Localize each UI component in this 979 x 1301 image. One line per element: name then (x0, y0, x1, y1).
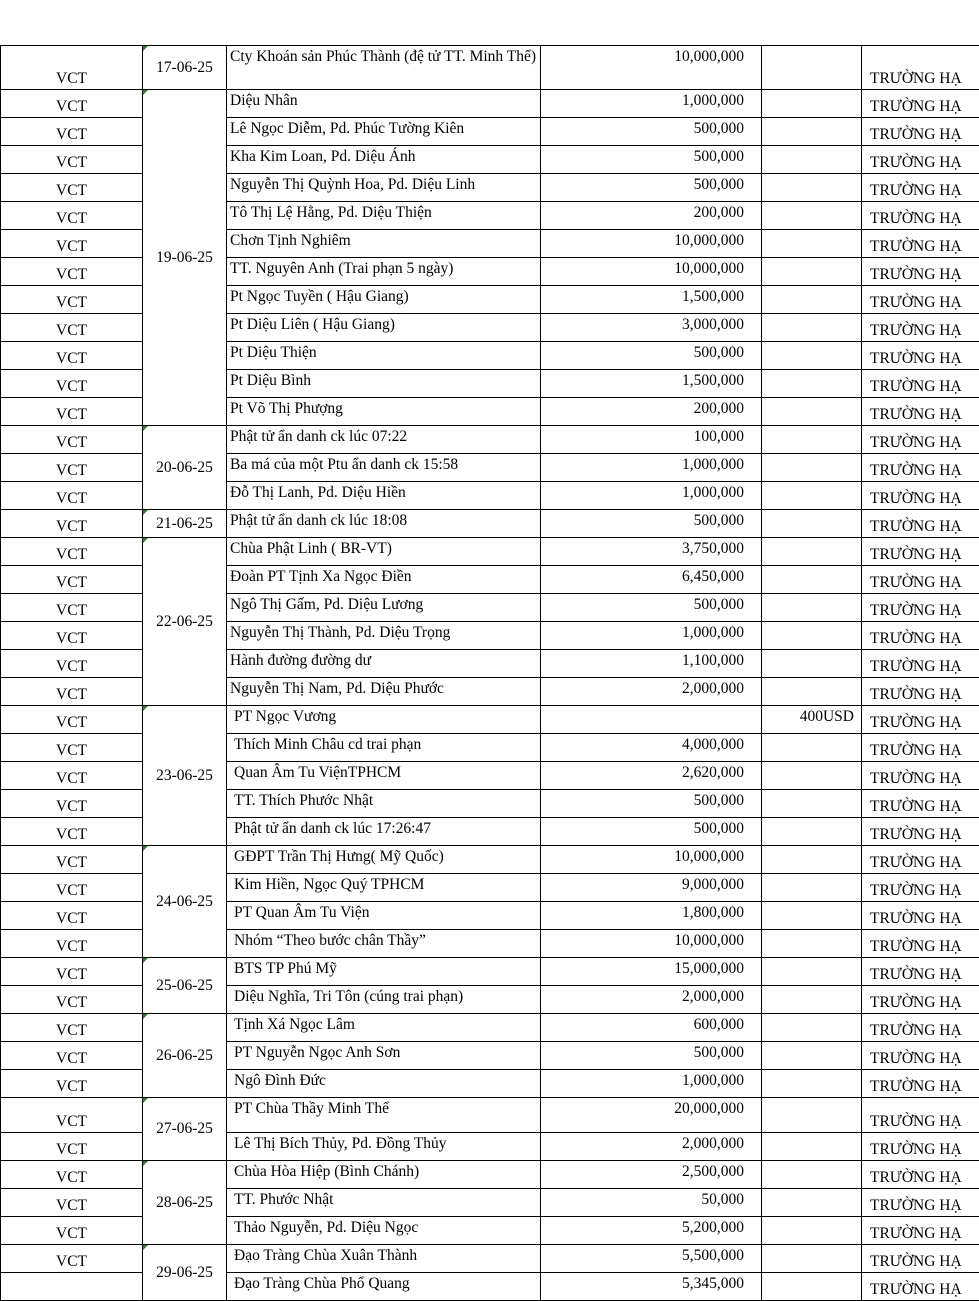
receiver-cell[interactable]: TRƯỜNG HẠ (862, 538, 979, 566)
donor-name-cell[interactable]: Pt Võ Thị Phượng (227, 398, 541, 426)
usd-cell[interactable] (762, 118, 862, 146)
amount-cell[interactable]: 1,800,000 (541, 902, 762, 930)
type-cell[interactable]: VCT (1, 258, 143, 286)
donor-name-cell[interactable]: Chùa Hòa Hiệp (Bình Chánh) (227, 1161, 541, 1189)
receiver-cell[interactable]: TRƯỜNG HẠ (862, 1014, 979, 1042)
usd-cell[interactable]: 400USD (762, 706, 862, 734)
receiver-cell[interactable]: TRƯỜNG HẠ (862, 1245, 979, 1273)
receiver-cell[interactable]: TRƯỜNG HẠ (862, 1070, 979, 1098)
table-row (1, 1014, 979, 1042)
type-cell[interactable]: VCT (1, 118, 143, 146)
table-row (1, 46, 979, 90)
usd-cell[interactable] (762, 314, 862, 342)
date-cell[interactable]: 28-06-25 (143, 1161, 227, 1245)
receiver-cell[interactable]: TRƯỜNG HẠ (862, 622, 979, 650)
amount-cell[interactable]: 10,000,000 (541, 846, 762, 874)
usd-cell[interactable] (762, 958, 862, 986)
amount-cell[interactable]: 15,000,000 (541, 958, 762, 986)
donor-name-cell[interactable]: Quan Âm Tu ViệnTPHCM (227, 762, 541, 790)
date-cell[interactable]: 24-06-25 (143, 846, 227, 958)
receiver-cell[interactable]: TRƯỜNG HẠ (862, 846, 979, 874)
type-cell[interactable]: VCT (1, 846, 143, 874)
type-cell[interactable]: VCT (1, 398, 143, 426)
receiver-cell[interactable]: TRƯỜNG HẠ (862, 202, 979, 230)
receiver-cell[interactable]: TRƯỜNG HẠ (862, 902, 979, 930)
amount-cell[interactable]: 1,100,000 (541, 650, 762, 678)
donor-name-cell[interactable]: Tô Thị Lệ Hằng, Pd. Diệu Thiện (227, 202, 541, 230)
donor-name-cell[interactable]: Thích Minh Châu cd trai phạn (227, 734, 541, 762)
donor-name-cell[interactable]: TT. Thích Phước Nhật (227, 790, 541, 818)
usd-cell[interactable] (762, 482, 862, 510)
amount-cell[interactable]: 2,000,000 (541, 1133, 762, 1161)
usd-cell[interactable] (762, 1189, 862, 1217)
amount-cell[interactable]: 20,000,000 (541, 1098, 762, 1133)
amount-cell[interactable]: 9,000,000 (541, 874, 762, 902)
amount-cell[interactable]: 5,345,000 (541, 1273, 762, 1301)
type-cell[interactable]: VCT (1, 818, 143, 846)
receiver-cell[interactable]: TRƯỜNG HẠ (862, 510, 979, 538)
usd-cell[interactable] (762, 818, 862, 846)
type-cell[interactable]: VCT (1, 314, 143, 342)
donor-name-cell[interactable]: Lê Ngọc Diễm, Pd. Phúc Tường Kiên (227, 118, 541, 146)
type-cell[interactable]: VCT (1, 1245, 143, 1273)
receiver-cell[interactable]: TRƯỜNG HẠ (862, 230, 979, 258)
receiver-cell[interactable]: TRƯỜNG HẠ (862, 118, 979, 146)
donor-name-cell[interactable]: Đỗ Thị Lanh, Pd. Diệu Hiền (227, 482, 541, 510)
usd-cell[interactable] (762, 1273, 862, 1301)
date-cell[interactable]: 23-06-25 (143, 706, 227, 846)
type-cell[interactable]: VCT (1, 538, 143, 566)
amount-cell[interactable]: 500,000 (541, 1042, 762, 1070)
usd-cell[interactable] (762, 454, 862, 482)
amount-cell[interactable]: 100,000 (541, 426, 762, 454)
receiver-cell[interactable]: TRƯỜNG HẠ (862, 426, 979, 454)
receiver-cell[interactable]: TRƯỜNG HẠ (862, 314, 979, 342)
usd-cell[interactable] (762, 426, 862, 454)
amount-cell[interactable]: 200,000 (541, 398, 762, 426)
receiver-cell[interactable]: TRƯỜNG HẠ (862, 342, 979, 370)
receiver-cell[interactable]: TRƯỜNG HẠ (862, 1098, 979, 1133)
donor-name-cell[interactable]: PT Chùa Thầy Minh Thể (227, 1098, 541, 1133)
type-cell[interactable]: VCT (1, 46, 143, 90)
type-cell[interactable]: VCT (1, 1070, 143, 1098)
receiver-cell[interactable]: TRƯỜNG HẠ (862, 286, 979, 314)
table-row (1, 90, 979, 118)
usd-cell[interactable] (762, 202, 862, 230)
donor-name-cell[interactable]: GĐPT Trần Thị Hưng( Mỹ Quốc) (227, 846, 541, 874)
amount-cell[interactable]: 50,000 (541, 1189, 762, 1217)
amount-cell[interactable]: 1,000,000 (541, 622, 762, 650)
usd-cell[interactable] (762, 1042, 862, 1070)
donor-name-cell[interactable]: Phật tử ẩn danh ck lúc 18:08 (227, 510, 541, 538)
type-cell[interactable]: VCT (1, 174, 143, 202)
usd-cell[interactable] (762, 146, 862, 174)
receiver-cell[interactable]: TRƯỜNG HẠ (862, 454, 979, 482)
usd-cell[interactable] (762, 342, 862, 370)
type-cell[interactable]: VCT (1, 230, 143, 258)
receiver-cell[interactable]: TRƯỜNG HẠ (862, 594, 979, 622)
receiver-cell[interactable]: TRƯỜNG HẠ (862, 1042, 979, 1070)
type-cell[interactable]: VCT (1, 930, 143, 958)
amount-cell[interactable]: 500,000 (541, 790, 762, 818)
donor-name-cell[interactable]: Cty Khoán sản Phúc Thành (đệ tử TT. Minh Thể) (227, 46, 541, 90)
type-cell[interactable]: VCT (1, 902, 143, 930)
usd-cell[interactable] (762, 510, 862, 538)
receiver-cell[interactable]: TRƯỜNG HẠ (862, 482, 979, 510)
donor-name-cell[interactable]: Ba má của một Ptu ẩn danh ck 15:58 (227, 454, 541, 482)
table-row (1, 1245, 979, 1273)
usd-cell[interactable] (762, 846, 862, 874)
donor-name-cell[interactable]: PT Quan Âm Tu Viện (227, 902, 541, 930)
donor-name-cell[interactable]: Đoàn PT Tịnh Xa Ngọc Điền (227, 566, 541, 594)
amount-cell[interactable]: 500,000 (541, 510, 762, 538)
donor-name-cell[interactable]: Diệu Nghĩa, Tri Tôn (cúng trai phạn) (227, 986, 541, 1014)
type-cell[interactable]: VCT (1, 734, 143, 762)
donor-name-cell[interactable]: BTS TP Phú Mỹ (227, 958, 541, 986)
amount-cell[interactable]: 2,500,000 (541, 1161, 762, 1189)
usd-cell[interactable] (762, 286, 862, 314)
type-cell[interactable]: VCT (1, 510, 143, 538)
donor-name-cell[interactable]: Kim Hiền, Ngọc Quý TPHCM (227, 874, 541, 902)
donor-name-cell[interactable]: Ngô Thị Gấm, Pd. Diệu Lương (227, 594, 541, 622)
amount-cell[interactable]: 600,000 (541, 1014, 762, 1042)
amount-cell[interactable]: 1,000,000 (541, 482, 762, 510)
amount-cell[interactable]: 500,000 (541, 174, 762, 202)
type-cell[interactable]: VCT (1, 482, 143, 510)
type-cell[interactable]: VCT (1, 370, 143, 398)
receiver-cell[interactable]: TRƯỜNG HẠ (862, 706, 979, 734)
amount-cell[interactable]: 1,000,000 (541, 1070, 762, 1098)
usd-cell[interactable] (762, 1133, 862, 1161)
amount-cell[interactable]: 3,000,000 (541, 314, 762, 342)
usd-cell[interactable] (762, 622, 862, 650)
usd-cell[interactable] (762, 902, 862, 930)
donor-name-cell[interactable]: Kha Kim Loan, Pd. Diệu Ánh (227, 146, 541, 174)
usd-cell[interactable] (762, 538, 862, 566)
amount-cell[interactable]: 4,000,000 (541, 734, 762, 762)
type-cell[interactable]: VCT (1, 1042, 143, 1070)
usd-cell[interactable] (762, 46, 862, 90)
amount-cell[interactable]: 1,000,000 (541, 90, 762, 118)
usd-cell[interactable] (762, 734, 862, 762)
amount-cell[interactable]: 1,500,000 (541, 370, 762, 398)
donor-name-cell[interactable]: Ngô Đình Đức (227, 1070, 541, 1098)
donor-name-cell[interactable]: Phật tử ẩn danh ck lúc 07:22 (227, 426, 541, 454)
date-cell[interactable]: 26-06-25 (143, 1014, 227, 1098)
type-cell[interactable]: VCT (1, 958, 143, 986)
receiver-cell[interactable]: TRƯỜNG HẠ (862, 1133, 979, 1161)
donor-name-cell[interactable]: Nguyễn Thị Thành, Pd. Diệu Trọng (227, 622, 541, 650)
type-cell[interactable]: VCT (1, 1161, 143, 1189)
donor-name-cell[interactable]: Pt Diệu Thiện (227, 342, 541, 370)
donor-name-cell[interactable]: PT Nguyễn Ngọc Anh Sơn (227, 1042, 541, 1070)
usd-cell[interactable] (762, 174, 862, 202)
date-cell[interactable]: 21-06-25 (143, 510, 227, 538)
table-row (1, 510, 979, 538)
receiver-cell[interactable]: TRƯỜNG HẠ (862, 1161, 979, 1189)
amount-cell[interactable]: 500,000 (541, 118, 762, 146)
table-row (1, 846, 979, 874)
date-cell[interactable]: 19-06-25 (143, 90, 227, 426)
date-cell[interactable]: 27-06-25 (143, 1098, 227, 1161)
receiver-cell[interactable]: TRƯỜNG HẠ (862, 818, 979, 846)
usd-cell[interactable] (762, 398, 862, 426)
receiver-cell[interactable]: TRƯỜNG HẠ (862, 874, 979, 902)
donor-name-cell[interactable]: Pt Ngọc Tuyền ( Hậu Giang) (227, 286, 541, 314)
amount-cell[interactable]: 500,000 (541, 342, 762, 370)
amount-cell[interactable]: 6,450,000 (541, 566, 762, 594)
type-cell[interactable]: VCT (1, 874, 143, 902)
receiver-cell[interactable]: TRƯỜNG HẠ (862, 146, 979, 174)
donor-name-cell[interactable]: Pt Diệu Liên ( Hậu Giang) (227, 314, 541, 342)
usd-cell[interactable] (762, 1014, 862, 1042)
table-row (1, 426, 979, 454)
usd-cell[interactable] (762, 594, 862, 622)
receiver-cell[interactable]: TRƯỜNG HẠ (862, 678, 979, 706)
usd-cell[interactable] (762, 1217, 862, 1245)
type-cell[interactable]: VCT (1, 146, 143, 174)
receiver-cell[interactable]: TRƯỜNG HẠ (862, 734, 979, 762)
receiver-cell[interactable]: TRƯỜNG HẠ (862, 46, 979, 90)
type-cell[interactable]: VCT (1, 594, 143, 622)
usd-cell[interactable] (762, 874, 862, 902)
receiver-cell[interactable]: TRƯỜNG HẠ (862, 566, 979, 594)
type-cell[interactable]: VCT (1, 706, 143, 734)
amount-cell[interactable]: 10,000,000 (541, 930, 762, 958)
table-row (1, 1161, 979, 1189)
amount-cell[interactable]: 1,000,000 (541, 454, 762, 482)
receiver-cell[interactable]: TRƯỜNG HẠ (862, 1273, 979, 1301)
usd-cell[interactable] (762, 258, 862, 286)
amount-cell[interactable]: 10,000,000 (541, 230, 762, 258)
donor-name-cell[interactable]: Nguyễn Thị Quỳnh Hoa, Pd. Diệu Linh (227, 174, 541, 202)
amount-cell[interactable]: 200,000 (541, 202, 762, 230)
type-cell[interactable]: VCT (1, 1098, 143, 1133)
table-row (1, 1098, 979, 1133)
receiver-cell[interactable]: TRƯỜNG HẠ (862, 930, 979, 958)
date-cell[interactable]: 22-06-25 (143, 538, 227, 706)
type-cell[interactable]: VCT (1, 622, 143, 650)
donor-name-cell[interactable]: Nhóm “Theo bước chân Thầy” (227, 930, 541, 958)
receiver-cell[interactable]: TRƯỜNG HẠ (862, 650, 979, 678)
type-cell[interactable]: VCT (1, 986, 143, 1014)
type-cell[interactable]: VCT (1, 342, 143, 370)
amount-cell[interactable]: 500,000 (541, 594, 762, 622)
donor-name-cell[interactable]: TT. Nguyên Anh (Trai phạn 5 ngày) (227, 258, 541, 286)
type-cell[interactable]: VCT (1, 1189, 143, 1217)
date-cell[interactable]: 29-06-25 (143, 1245, 227, 1301)
usd-cell[interactable] (762, 790, 862, 818)
type-cell[interactable]: VCT (1, 650, 143, 678)
donor-name-cell[interactable]: Nguyễn Thị Nam, Pd. Diệu Phước (227, 678, 541, 706)
usd-cell[interactable] (762, 650, 862, 678)
amount-cell[interactable]: 5,200,000 (541, 1217, 762, 1245)
type-cell[interactable]: VCT (1, 1217, 143, 1245)
donor-name-cell[interactable]: Pt Diệu Bình (227, 370, 541, 398)
amount-cell[interactable]: 2,620,000 (541, 762, 762, 790)
donor-name-cell[interactable]: Diệu Nhân (227, 90, 541, 118)
usd-cell[interactable] (762, 678, 862, 706)
receiver-cell[interactable]: TRƯỜNG HẠ (862, 258, 979, 286)
amount-cell[interactable]: 10,000,000 (541, 258, 762, 286)
type-cell[interactable]: VCT (1, 1014, 143, 1042)
donor-name-cell[interactable]: Lê Thị Bích Thủy, Pd. Đồng Thủy (227, 1133, 541, 1161)
donor-name-cell[interactable]: TT. Phước Nhật (227, 1189, 541, 1217)
donation-table (0, 45, 979, 1301)
amount-cell[interactable] (541, 706, 762, 734)
donor-name-cell[interactable]: Chùa Phật Linh ( BR-VT) (227, 538, 541, 566)
usd-cell[interactable] (762, 1161, 862, 1189)
type-cell[interactable]: VCT (1, 202, 143, 230)
table-row (1, 958, 979, 986)
type-cell[interactable]: VCT (1, 566, 143, 594)
usd-cell[interactable] (762, 762, 862, 790)
amount-cell[interactable]: 500,000 (541, 818, 762, 846)
date-cell[interactable]: 17-06-25 (143, 46, 227, 90)
amount-cell[interactable]: 1,500,000 (541, 286, 762, 314)
amount-cell[interactable]: 10,000,000 (541, 46, 762, 90)
usd-cell[interactable] (762, 370, 862, 398)
receiver-cell[interactable]: TRƯỜNG HẠ (862, 762, 979, 790)
usd-cell[interactable] (762, 1098, 862, 1133)
usd-cell[interactable] (762, 90, 862, 118)
usd-cell[interactable] (762, 930, 862, 958)
usd-cell[interactable] (762, 1245, 862, 1273)
type-cell[interactable]: VCT (1, 790, 143, 818)
donor-name-cell[interactable]: Phật tử ẩn danh ck lúc 17:26:47 (227, 818, 541, 846)
table-row (1, 706, 979, 734)
type-cell[interactable]: VCT (1, 286, 143, 314)
donor-name-cell[interactable]: Đạo Tràng Chùa Phổ Quang (227, 1273, 541, 1301)
amount-cell[interactable]: 500,000 (541, 146, 762, 174)
receiver-cell[interactable]: TRƯỜNG HẠ (862, 958, 979, 986)
type-cell[interactable]: VCT (1, 426, 143, 454)
usd-cell[interactable] (762, 1070, 862, 1098)
date-cell[interactable]: 20-06-25 (143, 426, 227, 510)
amount-cell[interactable]: 3,750,000 (541, 538, 762, 566)
usd-cell[interactable] (762, 986, 862, 1014)
donor-name-cell[interactable]: Đạo Tràng Chùa Xuân Thành (227, 1245, 541, 1273)
type-cell[interactable]: VCT (1, 762, 143, 790)
usd-cell[interactable] (762, 566, 862, 594)
amount-cell[interactable]: 2,000,000 (541, 678, 762, 706)
receiver-cell[interactable]: TRƯỜNG HẠ (862, 790, 979, 818)
type-cell[interactable]: VCT (1, 90, 143, 118)
donor-name-cell[interactable]: Chơn Tịnh Nghiêm (227, 230, 541, 258)
receiver-cell[interactable]: TRƯỜNG HẠ (862, 1217, 979, 1245)
receiver-cell[interactable]: TRƯỜNG HẠ (862, 1189, 979, 1217)
receiver-cell[interactable]: TRƯỜNG HẠ (862, 90, 979, 118)
receiver-cell[interactable]: TRƯỜNG HẠ (862, 370, 979, 398)
donor-name-cell[interactable]: Thảo Nguyễn, Pd. Diệu Ngọc (227, 1217, 541, 1245)
usd-cell[interactable] (762, 230, 862, 258)
type-cell[interactable]: VCT (1, 1133, 143, 1161)
donor-name-cell[interactable]: Tịnh Xá Ngọc Lâm (227, 1014, 541, 1042)
donor-name-cell[interactable]: PT Ngọc Vương (227, 706, 541, 734)
receiver-cell[interactable]: TRƯỜNG HẠ (862, 398, 979, 426)
receiver-cell[interactable]: TRƯỜNG HẠ (862, 986, 979, 1014)
type-cell[interactable]: VCT (1, 678, 143, 706)
type-cell[interactable]: VCT (1, 454, 143, 482)
table-row (1, 538, 979, 566)
date-cell[interactable]: 25-06-25 (143, 958, 227, 1014)
amount-cell[interactable]: 5,500,000 (541, 1245, 762, 1273)
donor-name-cell[interactable]: Hành đường đường dư (227, 650, 541, 678)
amount-cell[interactable]: 2,000,000 (541, 986, 762, 1014)
table-body (1, 46, 979, 1301)
type-cell[interactable] (1, 1273, 143, 1301)
receiver-cell[interactable]: TRƯỜNG HẠ (862, 174, 979, 202)
